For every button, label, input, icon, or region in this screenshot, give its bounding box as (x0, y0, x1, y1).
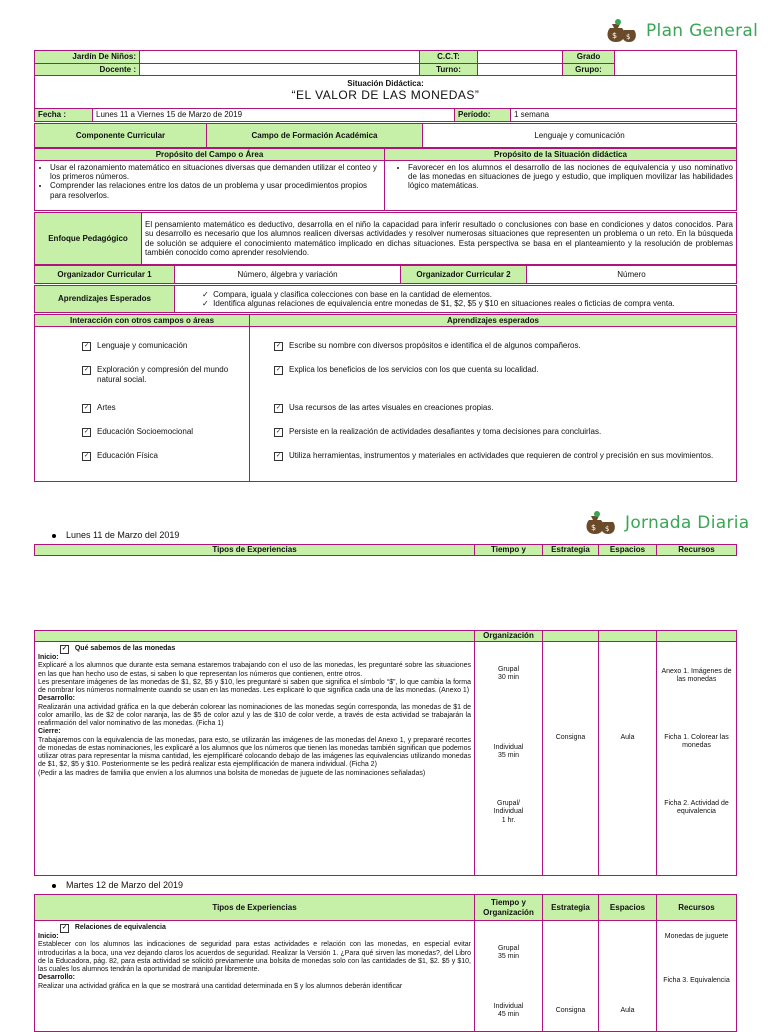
checkbox-icon: ✓ (83, 453, 90, 459)
check-icon: ✓ (202, 289, 214, 299)
activity2-estrategia: Consigna (543, 921, 599, 1032)
tiempo-value: Grupal 35 min (497, 945, 519, 961)
cct-label: C.C.T: (420, 51, 478, 64)
aprendizaje2-item: ✓ Persiste en la realización de actividades desafiantes y toma decisiones para concluirlas. (275, 427, 602, 436)
checkbox-icon: ✓ (275, 367, 282, 373)
col-estrategia: Estrategia (543, 545, 599, 556)
turno-label: Turno: (420, 64, 478, 76)
activity1-header-blank (35, 631, 475, 642)
svg-text:$: $ (591, 523, 597, 532)
fecha-value: Lunes 11 a Viernes 15 de Marzo de 2019 (93, 109, 455, 122)
tiempo-value: Grupal 30 min (497, 666, 519, 682)
recurso-value: Ficha 1. Colorear las monedas (664, 734, 729, 750)
fecha-label: Fecha : (35, 109, 93, 122)
money-bag-icon (604, 18, 640, 44)
activity1-estrategia: Consigna (543, 642, 599, 876)
aprendizajes-label: Aprendizajes Esperados (35, 286, 175, 313)
header-cell (599, 631, 657, 642)
enfoque-table (34, 212, 737, 265)
activity1-title: Qué sabemos de las monedas (74, 645, 176, 652)
org2-value: Número (527, 266, 737, 284)
aprendizajes-cell (175, 286, 737, 313)
aprendizaje2-item: ✓ Explica los beneficios de los servicios con los que cuenta su localidad. (275, 365, 539, 374)
bullet-icon (52, 884, 56, 888)
activity1-espacios: Aula (599, 642, 657, 876)
situacion-block (34, 76, 737, 109)
col-estrategia: Estrategia (543, 895, 599, 921)
check-icon: ✓ (202, 299, 214, 308)
interaccion-item: ✓ Educación Física (83, 451, 158, 460)
fecha-table (34, 108, 737, 122)
proposito-sit-item: • Favorecer en los alumnos el desarrollo de las nociones de equivalencia y uso nominativo de las monedas en situaciones de juego y estudio, que impliquen movilizar las habilidades lógico matemáticas. (408, 163, 733, 191)
checkbox-icon: ✓ (61, 925, 68, 931)
recurso-value: Anexo 1. Imágenes de las monedas (661, 668, 732, 684)
componente-label: Componente Curricular (35, 124, 207, 148)
inicio-text-2: Les presentare imágenes de las monedas de $1, $2, $5 y $10, les preguntaré si saben que significa el símbolo “$”, lo que cambia la forma de nombrar los números normalmente cuando se usan en las monedas. Les explicaré lo que significa cada una de las monedas. (Anexo 1) (38, 678, 471, 694)
campo-value: Lenguaje y comunicación (423, 124, 737, 148)
propositos-table (34, 148, 737, 211)
col-recursos: Recursos (657, 895, 737, 921)
col-tiempo-org: Tiempo y Organización (475, 895, 543, 921)
desarrollo-label: Desarrollo: (38, 974, 75, 982)
checkbox-icon: ✓ (61, 646, 68, 652)
svg-text:$: $ (605, 525, 610, 533)
header-cell (657, 631, 737, 642)
tiempo-value: Individual 45 min (493, 1003, 524, 1019)
organizadores-table (34, 265, 737, 284)
interaccion-item: ✓ Artes (83, 403, 116, 412)
checkbox-icon: ✓ (83, 429, 90, 435)
plan-general-title: Plan General (646, 21, 759, 41)
interaccion-item: ✓ Exploración y compresión del mundo natural social. (83, 365, 229, 384)
org1-label: Organizador Curricular 1 (35, 266, 175, 284)
checkbox-icon: ✓ (275, 453, 282, 459)
aprendizajes-table (34, 285, 737, 313)
desarrollo-label: Desarrollo: (38, 695, 75, 703)
recurso-value: Ficha 3. Equivalencia (663, 977, 730, 984)
enfoque-label: Enfoque Pedagógico (35, 213, 142, 265)
col-espacios: Espacios (599, 895, 657, 921)
header-cell (543, 631, 599, 642)
activity2-table (34, 894, 737, 1032)
org1-value: Número, álgebra y variación (175, 266, 401, 284)
activity1-table (34, 630, 737, 876)
periodo-value: 1 semana (511, 109, 737, 122)
money-bag-icon (583, 510, 619, 536)
aprendizaje2-item: ✓ Usa recursos de las artes visuales en creaciones propias. (275, 403, 494, 412)
checkbox-icon: ✓ (83, 367, 90, 373)
periodo-label: Período: (455, 109, 511, 122)
campo-label: Campo de Formación Académica (207, 124, 423, 148)
grado-label: Grado (563, 51, 615, 64)
activity2-recursos (657, 921, 737, 1032)
docente-label: Docente : (35, 64, 140, 76)
desarrollo-text: Realizar una actividad gráfica en la que se mostrará una cantidad determinada en $ y los alumnos deberán identificar (38, 982, 403, 990)
jardin-label: Jardín De Niños: (35, 51, 140, 64)
day-title-monday: Lunes 11 de Marzo del 2019 (52, 530, 179, 540)
jornada-diaria-title: Jornada Diaria (625, 513, 750, 533)
inicio-text: Establecer con los alumnos las indicaciones de seguridad para estas actividades e relación con las monedas, en especial evitar introducirlas a la boca, una vez dejando claros los acuerdos de seguridad. Realizar la Versión 1. ¿Para qué sirven las monedas?, del Libro de la Educadora, pág. 82, para esta actividad se solicitó previamente una bolsita de monedas solo con las cantidades de $1, $2. $5 y $10, las cuales los alumnos tendrán la oportunidad de manipular libremente. (38, 941, 471, 973)
col-organizacion: Organización (475, 631, 543, 642)
inicio-text: Explicaré a los alumnos que durante esta semana estaremos trabajando con el uso de las monedas, les preguntaré sobre las situaciones en las que han hecho uso de estas, si saben lo que representan los números que contienen, entre otros. (38, 662, 471, 678)
checkbox-icon: ✓ (275, 429, 282, 435)
situacion-title: “EL VALOR DE LAS MONEDAS” (291, 88, 480, 102)
col-tipos: Tipos de Experiencias (35, 545, 475, 556)
inicio-label: Inicio: (38, 654, 59, 661)
situacion-label: Situación Didáctica: (347, 79, 424, 88)
recurso-value: Monedas de juguete (664, 933, 729, 940)
checkbox-icon: ✓ (275, 405, 282, 411)
tiempo-value: Individual 35 min (493, 744, 524, 760)
turno-field[interactable] (478, 64, 563, 76)
cierre-label: Cierre: (38, 728, 61, 736)
interaccion-table (34, 314, 737, 482)
jornada-header-table (34, 544, 737, 556)
grado-field[interactable] (615, 51, 737, 76)
proposito-sit-label: Propósito de la Situación didáctica (385, 149, 737, 161)
activity2-espacios: Aula (599, 921, 657, 1032)
tiempo-value: Grupal/ Individual 1 hr. (493, 800, 524, 824)
aprendizaje2-item: ✓ Escribe su nombre con diversos propósitos e identifica el de algunos compañeros. (275, 341, 581, 350)
proposito-campo-item: • Usar el razonamiento matemático en situaciones diversas que demanden utilizar el conteo y los primeros números. (50, 163, 381, 181)
docente-field[interactable] (140, 64, 420, 76)
cierre-text: Trabajaremos con la equivalencia de las monedas, para esto, se utilizarán las imágenes de las monedas del Anexo 1, y prepararé recortes de monedas de estas nominaciones, les explicaré a los alumnos que los números que tienen las monedas también significan que podemos utilizar otras para representar la misma cantidad, les ejemplificaré colocando debajo de las imágenes las equivalencias utilizando monedas de $1, $2, $5 y $10. Posteriormente se les pedirá realizar esta ejemplificación de manera individual. (Ficha 2) (38, 736, 471, 769)
grupo-label: Grupo: (563, 64, 615, 76)
proposito-campo-item: • Comprender las relaciones entre los datos de un problema y usar procedimientos propios para resolverlos. (50, 181, 381, 199)
componente-table (34, 123, 737, 148)
day-title-tuesday: Martes 12 de Marzo del 2019 (52, 880, 183, 890)
jornada-header (583, 510, 749, 536)
interaccion-list (35, 327, 250, 482)
activity2-title: Relaciones de equivalencia (74, 924, 166, 931)
inicio-label: Inicio: (38, 933, 59, 940)
checkbox-icon: ✓ (83, 343, 90, 349)
col-tipos: Tipos de Experiencias (35, 895, 475, 921)
col-espacios: Espacios (599, 545, 657, 556)
org2-label: Organizador Curricular 2 (401, 266, 527, 284)
svg-text:$: $ (612, 31, 618, 40)
jardin-field[interactable] (140, 51, 420, 64)
checkbox-icon: ✓ (275, 343, 282, 349)
proposito-campo-cell (35, 161, 385, 211)
activity1-recursos (657, 642, 737, 876)
aprendizaje-item: Compara, iguala y clasifica colecciones con base en la cantidad de elementos. (213, 289, 492, 299)
checkbox-icon: ✓ (83, 405, 90, 411)
aprendizaje-item: Identifica algunas relaciones de equivalencia entre monedas de $1, $2, $5 y $10 en situaciones reales o ficticias de compra venta. (213, 299, 675, 308)
cierre-text-2: (Pedir a las madres de familia que envíen a los alumnos una bolsita de monedas de juguete de las nominaciones señaladas) (38, 769, 426, 777)
enfoque-text: El pensamiento matemático es deductivo, desarrolla en el niño la capacidad para inferir resultado o conclusiones con base en condiciones y datos conocidos. Para su desarrollo es necesario que los alumnos realicen diversas actividades y resolver numerosas situaciones que representen un problema o un reto. En la búsqueda de solución se adquiere el conocimiento matemático implicado en dichas situaciones. Esta perspectiva se basa en el planteamiento y la resolución de problemas también conocido como aprender resolviendo. (142, 213, 737, 265)
proposito-sit-cell (385, 161, 737, 211)
desarrollo-text: Realizarán una actividad gráfica en la que deberán colorear las nominaciones de las monedas según corresponda, las monedas de $1 de color amarillo, las de $2 de color naranja, las de $5 de color azul y las de $10 de color verde, a través de esta actividad se trabajarán la reafirmación del valor nominativo de las monedas. (Ficha 1) (38, 703, 471, 727)
aprendizajes2-list (250, 327, 737, 482)
aprendizaje2-item: ✓ Utiliza herramientas, instrumentos y materiales en actividades que requieren de control y precisión en sus movimientos. (275, 451, 714, 460)
interaccion-label: Interacción con otros campos o áreas (35, 315, 250, 327)
svg-text:$: $ (626, 33, 631, 41)
activity2-content (35, 921, 475, 1032)
col-recursos: Recursos (657, 545, 737, 556)
cct-field[interactable] (478, 51, 563, 64)
col-tiempo: Tiempo y (475, 545, 543, 556)
proposito-campo-label: Propósito del Campo o Área (35, 149, 385, 161)
interaccion-item: ✓ Educación Socioemocional (83, 427, 194, 436)
bullet-icon (52, 534, 56, 538)
plan-header (604, 18, 758, 44)
aprendizajes2-label: Aprendizajes esperados (250, 315, 737, 327)
activity1-content (35, 642, 475, 876)
activity2-tiempo (475, 921, 543, 1032)
activity1-tiempo (475, 642, 543, 876)
interaccion-item: ✓ Lenguaje y comunicación (83, 341, 188, 350)
recurso-value: Ficha 2. Actividad de equivalencia (664, 800, 729, 816)
info-table (34, 50, 737, 76)
